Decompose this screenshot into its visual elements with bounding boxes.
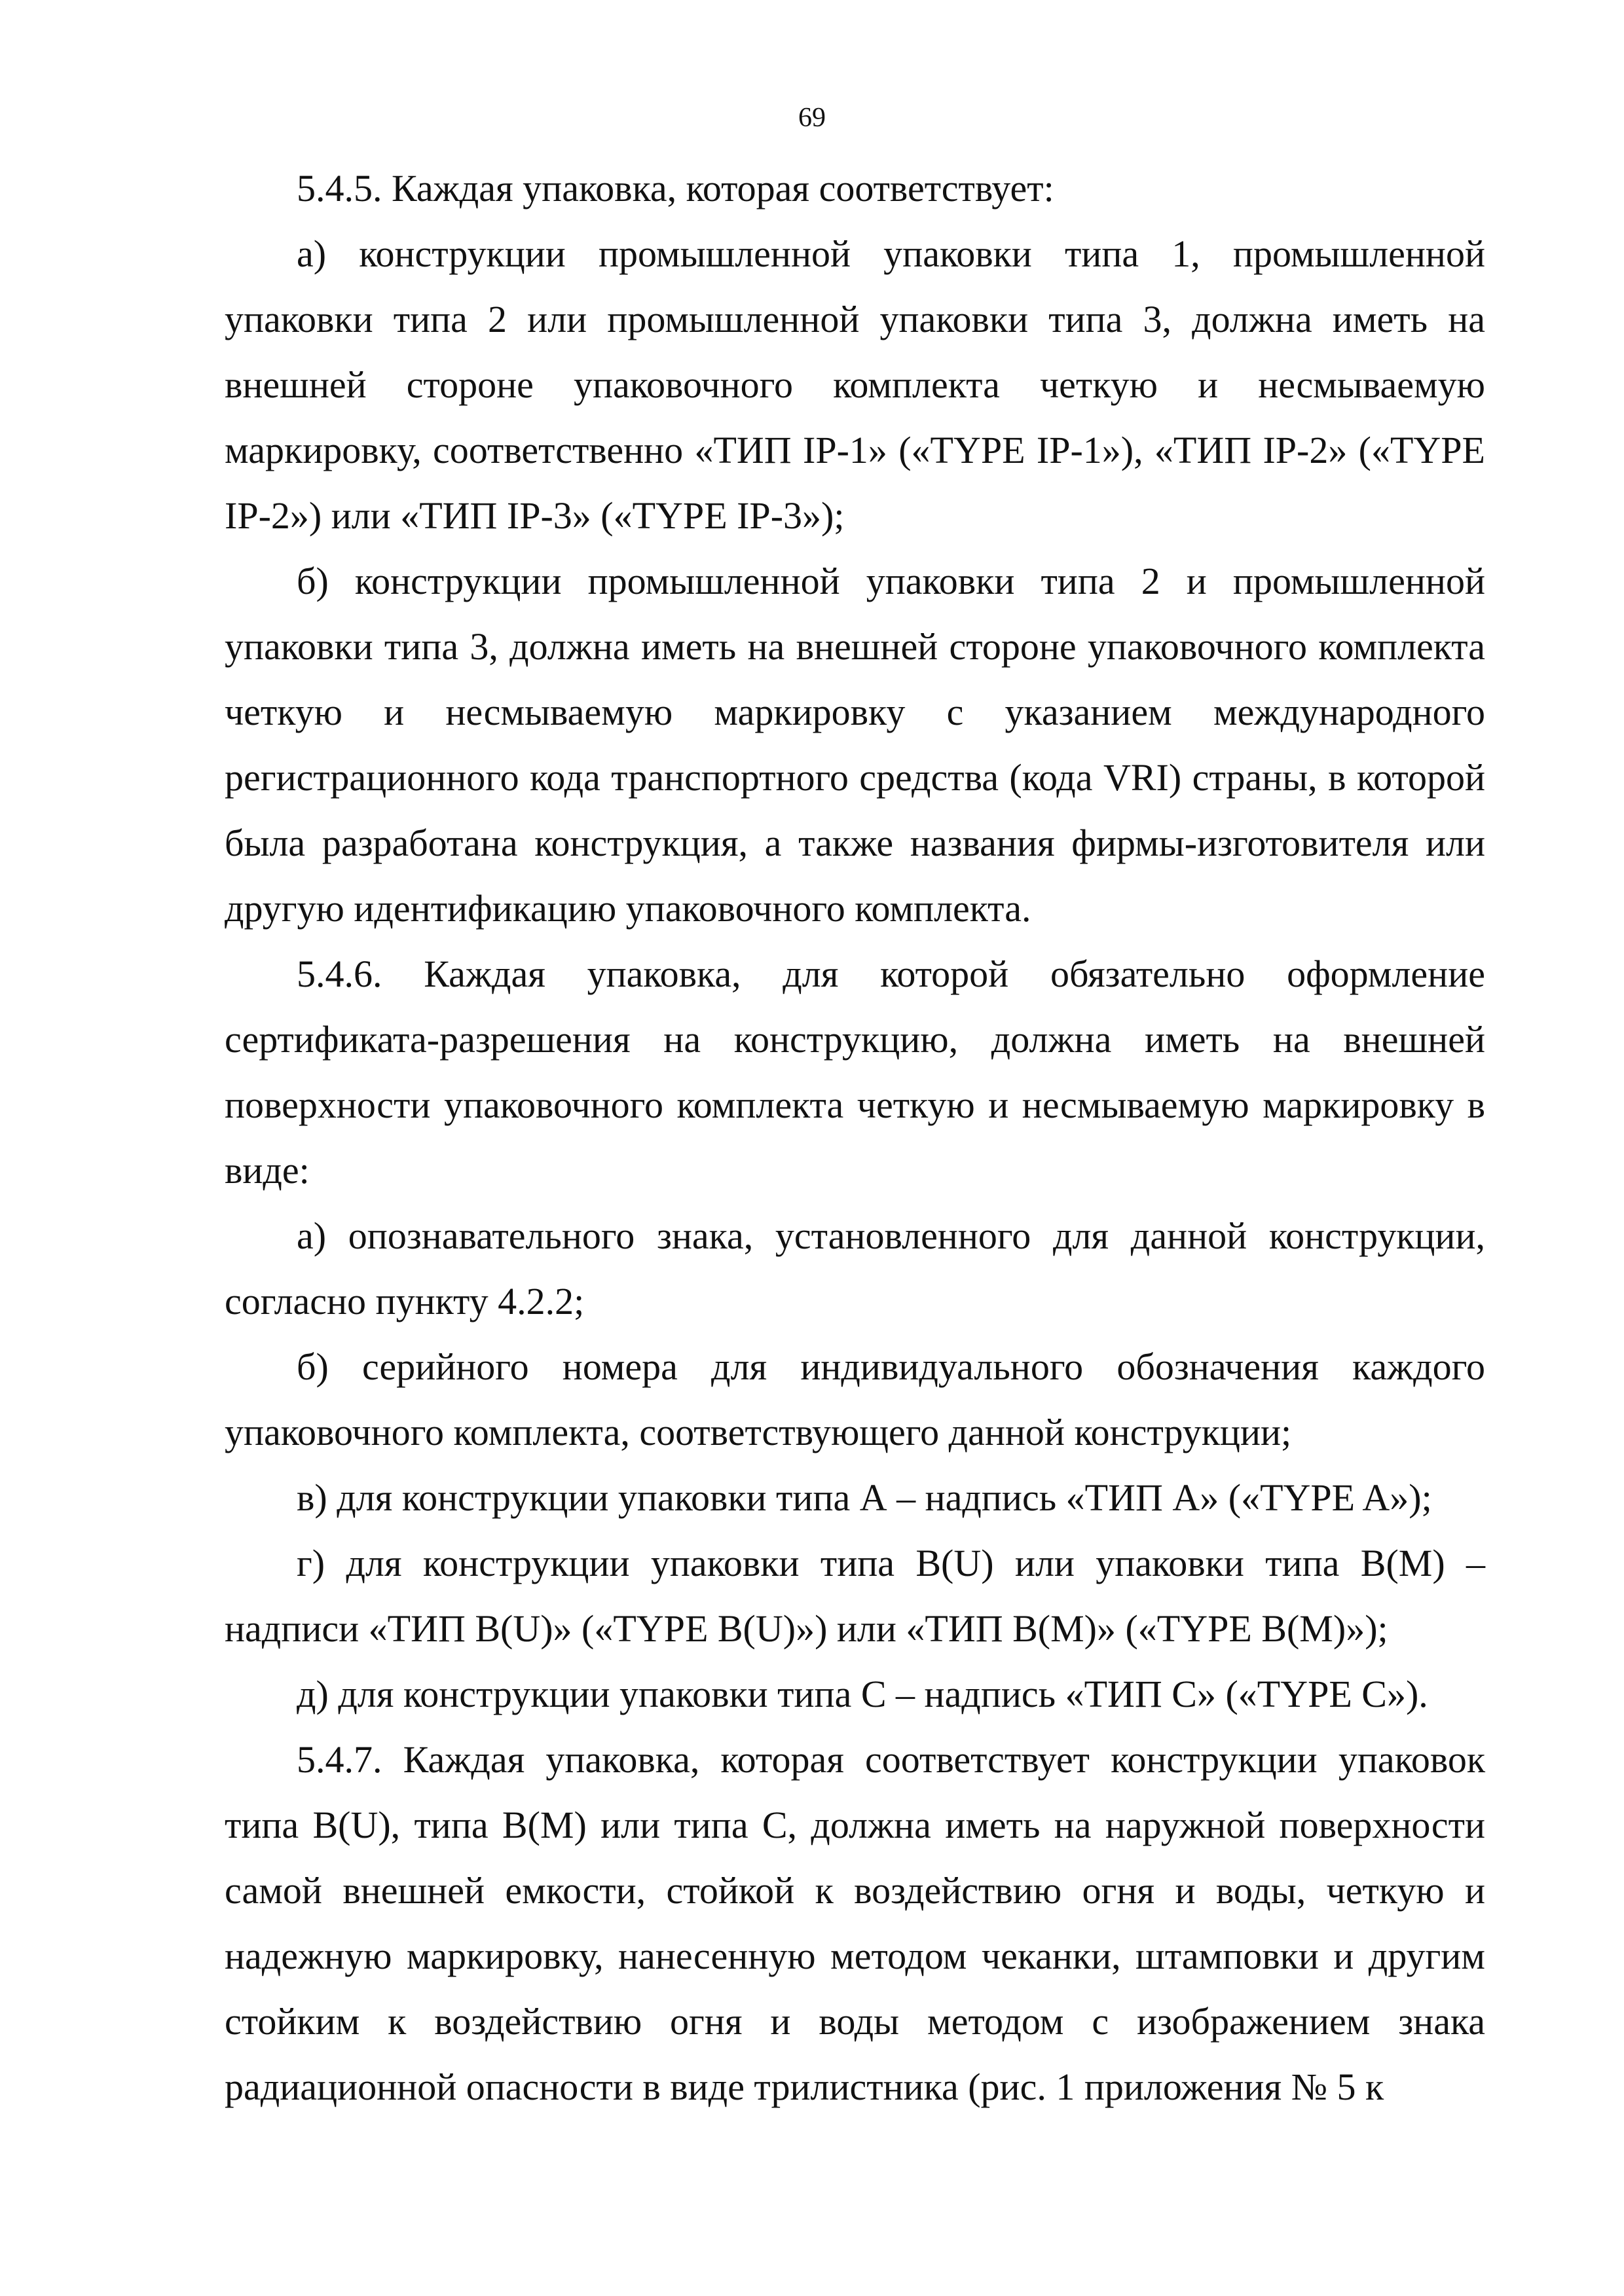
paragraph-5-4-5-a: а) конструкции промышленной упаковки типа 1, промышленной упаковки типа 2 или промышленной упаковки типа 3, должна иметь на внешней стороне упаковочного комплекта четкую и несмываемую маркировку, соответственно «ТИП IP-1» («TYPE IP-1»), «ТИП IP-2» («TYPE IP-2») или «ТИП IP-3» («TYPE IP-3»); xyxy=(225,232,1485,537)
page-number: 69 xyxy=(798,103,826,133)
paragraph-5-4-6: 5.4.6. Каждая упаковка, для которой обязательно оформление сертификата-разрешения на конструкцию, должна иметь на внешней поверхности упаковочного комплекта четкую и несмываемую маркировку в виде: xyxy=(225,953,1485,1192)
paragraph-5-4-6-a: а) опознавательного знака, установленного для данной конструкции, согласно пункту 4.2.2; xyxy=(225,1214,1485,1322)
paragraph-5-4-7: 5.4.7. Каждая упаковка, которая соответствует конструкции упаковок типа B(U), типа B(M) или типа С, должна иметь на наружной поверхности самой внешней емкости, стойкой к воздействию огня и воды, четкую и надежную маркировку, нанесенную методом чеканки, штамповки и другим стойким к воздействию огня и воды методом с изображением знака радиационной опасности в виде трилистника (рис. 1 приложения № 5 к xyxy=(225,1738,1485,2108)
paragraph-5-4-5: 5.4.5. Каждая упаковка, которая соответствует: xyxy=(297,167,1054,210)
paragraph-5-4-5-b: б) конструкции промышленной упаковки типа 2 и промышленной упаковки типа 3, должна иметь на внешней стороне упаковочного комплекта четкую и несмываемую маркировку с указанием международного регистрационного кода транспортного средства (кода VRI) страны, в которой была разработана конструкция, а также названия фирмы-изготовителя или другую идентификацию упаковочного комплекта. xyxy=(225,560,1485,930)
document-body xyxy=(225,156,1485,2120)
paragraph-5-4-6-g: г) для конструкции упаковки типа B(U) или упаковки типа B(M) – надписи «ТИП B(U)» («TYPE B(U)») или «ТИП B(M)» («TYPE B(M)»); xyxy=(225,1542,1485,1650)
paragraph-5-4-6-b: б) серийного номера для индивидуального обозначения каждого упаковочного комплекта, соответствующего данной конструкции; xyxy=(225,1345,1485,1453)
paragraph-5-4-6-d: д) для конструкции упаковки типа С – надпись «ТИП С» («TYPE C»). xyxy=(297,1673,1428,1715)
paragraph-5-4-6-v: в) для конструкции упаковки типа А – надпись «ТИП А» («TYPE A»); xyxy=(297,1476,1432,1519)
